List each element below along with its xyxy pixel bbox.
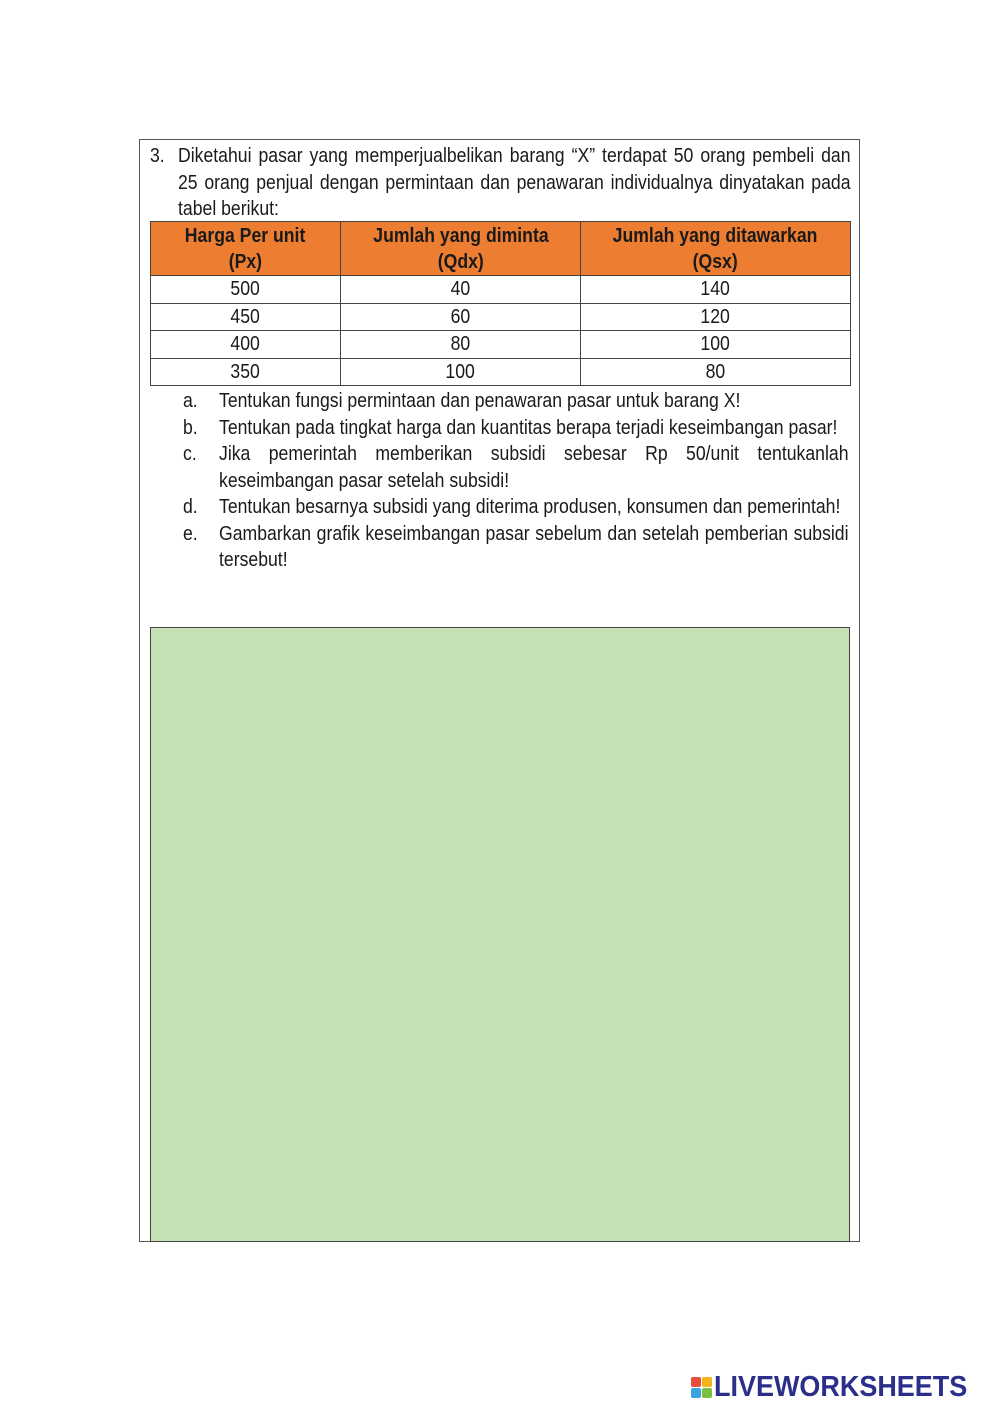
- cell-value: 450: [230, 304, 261, 328]
- cell-value: 350: [230, 359, 261, 383]
- table-row: [151, 303, 851, 331]
- cell-value: 500: [230, 277, 261, 301]
- header-price-line1: Harga Per unit: [185, 223, 306, 247]
- cell-value: 80: [450, 332, 471, 356]
- cell-price: [151, 276, 341, 304]
- sub-question-list: [150, 388, 850, 574]
- sub-question-e: [150, 521, 850, 574]
- cell-value: 100: [700, 332, 731, 356]
- table-header-row: [151, 222, 851, 276]
- header-price: [151, 222, 341, 276]
- sub-question-a: [150, 388, 850, 415]
- cell-supply: [581, 303, 851, 331]
- cell-value: 400: [230, 332, 261, 356]
- cell-value: 40: [450, 277, 471, 301]
- header-demand-line2: (Qdx): [437, 249, 484, 273]
- cell-supply: [581, 276, 851, 304]
- question-text: Diketahui pasar yang memperjualbelikan barang “X” terdapat 50 orang pembeli dan 25 orang penjual dengan permintaan dan penawaran individualnya dinyatakan pada tabel berikut:: [178, 144, 851, 220]
- header-demand-line1: Jumlah yang diminta: [372, 223, 549, 247]
- cell-value: 120: [700, 304, 731, 328]
- cell-value: 140: [700, 277, 731, 301]
- sub-question-letter: a.: [183, 389, 198, 412]
- question-number: 3.: [150, 144, 165, 167]
- header-supply-line1: Jumlah yang ditawarkan: [613, 223, 818, 247]
- cell-demand: [341, 331, 581, 359]
- header-supply: [581, 222, 851, 276]
- cell-demand: [341, 276, 581, 304]
- cell-price: [151, 303, 341, 331]
- sub-question-letter: c.: [183, 442, 197, 465]
- cell-price: [151, 331, 341, 359]
- cell-value: 100: [445, 359, 476, 383]
- cell-demand: [341, 358, 581, 386]
- cell-price: [151, 358, 341, 386]
- table-row: [151, 276, 851, 304]
- table-row: [151, 358, 851, 386]
- header-demand: [341, 222, 581, 276]
- liveworksheets-mark-icon: [691, 1377, 712, 1398]
- sub-question-text: Tentukan fungsi permintaan dan penawaran pasar untuk barang X!: [219, 389, 741, 412]
- cell-supply: [581, 358, 851, 386]
- sub-question-letter: b.: [183, 415, 198, 439]
- sub-question-b: [150, 415, 850, 442]
- cell-value: 80: [705, 359, 726, 383]
- sub-question-text: Tentukan pada tingkat harga dan kuantitas berapa terjadi keseimbangan pasar!: [219, 415, 838, 439]
- cell-value: 60: [450, 304, 471, 328]
- header-supply-line2: (Qsx): [692, 249, 739, 273]
- sub-question-d: [150, 494, 850, 521]
- answer-box[interactable]: [150, 627, 850, 1242]
- sub-question-letter: d.: [183, 495, 198, 518]
- sub-question-text: Gambarkan grafik keseimbangan pasar sebelum dan setelah pemberian subsidi tersebut!: [219, 521, 849, 571]
- data-table: [150, 221, 851, 386]
- sub-question-text: Tentukan besarnya subsidi yang diterima produsen, konsumen dan pemerintah!: [219, 495, 841, 518]
- logo-text: LIVEWORKSHEETS: [714, 1370, 968, 1403]
- cell-supply: [581, 331, 851, 359]
- cell-demand: [341, 303, 581, 331]
- table-row: [151, 331, 851, 359]
- sub-question-letter: e.: [183, 521, 198, 545]
- header-price-line2: (Px): [228, 249, 263, 273]
- sub-question-text: Jika pemerintah memberikan subsidi sebesar Rp 50/unit tentukanlah keseimbangan pasar setelah subsidi!: [219, 442, 849, 492]
- liveworksheets-logo: [691, 1372, 986, 1402]
- sub-question-c: [150, 441, 850, 494]
